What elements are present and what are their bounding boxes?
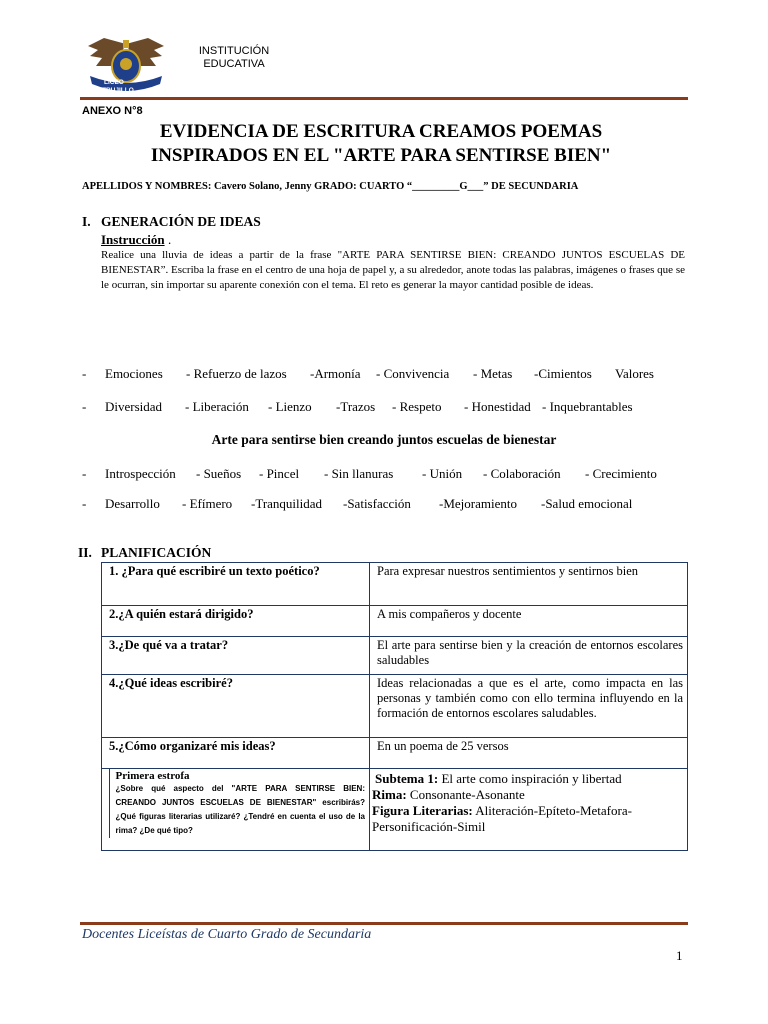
word-item: - xyxy=(82,496,87,511)
word-item: - Sueños xyxy=(196,466,242,481)
section-2-heading: PLANIFICACIÓN xyxy=(101,545,212,560)
page-title xyxy=(82,120,680,168)
institution-name: INSTITUCIÓN EDUCATIVA xyxy=(198,45,270,70)
planning-table xyxy=(101,562,688,851)
word-item: - xyxy=(82,366,87,381)
table-row xyxy=(102,675,688,738)
question-cell: 1. ¿Para qué escribiré un texto poético? xyxy=(102,563,370,606)
word-item: Valores xyxy=(615,366,654,381)
stanza-title: Primera estrofa xyxy=(115,770,190,782)
word-item: -Satisfacción xyxy=(343,496,411,511)
title-line-2: INSPIRADOS EN EL "ARTE PARA SENTIRSE BIEN" xyxy=(150,145,612,166)
word-item: -Tranquilidad xyxy=(251,496,323,511)
word-item: - Pincel xyxy=(259,466,300,481)
table-row xyxy=(102,563,688,606)
word-item: - Unión xyxy=(422,466,463,481)
stanza-question-cell xyxy=(102,769,370,851)
stanza-answer-cell xyxy=(370,769,688,851)
question-cell: 5.¿Cómo organizaré mis ideas? xyxy=(102,738,370,769)
school-logo xyxy=(84,36,168,98)
word-item: -Cimientos xyxy=(534,366,592,381)
stanza-question: ¿Sobre qué aspecto del "ARTE PARA SENTIRSE BIEN: CREANDO JUNTOS ESCUELAS DE BIENESTAR" escribirás? ¿Qué figuras literarias utilizaré? ¿Tendré en cuenta el uso de la rima? ¿De qué tipo? xyxy=(115,784,365,835)
header-rule xyxy=(80,97,688,100)
svg-text:LICEO: LICEO xyxy=(104,79,124,86)
table-row xyxy=(102,606,688,637)
word-item: - Metas xyxy=(473,366,513,381)
word-item: Diversidad xyxy=(105,399,163,414)
word-item: -Trazos xyxy=(336,399,376,414)
word-item: - Inquebrantables xyxy=(542,399,633,414)
answer-cell: El arte para sentirse bien y la creación de entornos escolares saludables xyxy=(370,637,688,675)
question-cell: 4.¿Qué ideas escribiré? xyxy=(102,675,370,738)
word-item: - Convivencia xyxy=(376,366,450,381)
section-2-number: II. xyxy=(78,545,92,560)
anexo-label: ANEXO N°8 xyxy=(82,105,143,117)
table-row xyxy=(102,738,688,769)
question-cell: 3.¿De qué va a tratar? xyxy=(102,637,370,675)
answer-cell: Ideas relacionadas a que es el arte, como impacta en las personas y también como con ello termina influyendo en la formación de entornos escolares saludables. xyxy=(370,675,688,738)
instruction-label: Instrucción xyxy=(101,232,165,247)
section-1-number: I. xyxy=(82,214,91,229)
answer-cell: En un poema de 25 versos xyxy=(370,738,688,769)
answer-cell: Para expresar nuestros sentimientos y sentirnos bien xyxy=(370,563,688,606)
instruction-period: . xyxy=(168,232,172,247)
word-item: - xyxy=(82,466,87,481)
page-number: 1 xyxy=(676,948,683,963)
word-item: - Honestidad xyxy=(464,399,531,414)
section-1-heading: GENERACIÓN DE IDEAS xyxy=(101,214,261,229)
word-item: - Refuerzo de lazos xyxy=(186,366,287,381)
word-item: -Mejoramiento xyxy=(439,496,517,511)
word-item: - Efímero xyxy=(182,496,233,511)
word-item: - xyxy=(82,399,87,414)
answer-cell: A mis compañeros y docente xyxy=(370,606,688,637)
svg-text:TRUJILLO: TRUJILLO xyxy=(102,87,134,94)
title-line-1: EVIDENCIA DE ESCRITURA CREAMOS POEMAS xyxy=(159,121,603,142)
word-item: - Lienzo xyxy=(268,399,312,414)
word-item: Desarrollo xyxy=(105,496,160,511)
figuras-line: Figura Literarias: Aliteración-Epíteto-Metafora-Personificación-Simil xyxy=(372,803,632,834)
footer-text: Docentes Liceístas de Cuarto Grado de Secundaria xyxy=(82,927,372,942)
question-cell: 2.¿A quién estará dirigido? xyxy=(102,606,370,637)
word-item: - Crecimiento xyxy=(585,466,657,481)
word-item: Emociones xyxy=(105,366,163,381)
footer-rule xyxy=(80,922,688,925)
word-item: Introspección xyxy=(105,466,176,481)
word-item: - Colaboración xyxy=(483,466,561,481)
word-item: -Salud emocional xyxy=(541,496,633,511)
word-item: - Liberación xyxy=(185,399,249,414)
student-line: APELLIDOS Y NOMBRES: Cavero Solano, Jenny GRADO: CUARTO “_________G___” DE SECUNDARIA xyxy=(82,181,579,192)
word-item: - Sin llanuras xyxy=(324,466,394,481)
rima-line: Rima: Consonante-Asonante xyxy=(372,787,525,802)
word-item: - Respeto xyxy=(392,399,442,414)
center-phrase: Arte para sentirse bien creando juntos escuelas de bienestar xyxy=(211,432,557,447)
subtema-line: Subtema 1: El arte como inspiración y libertad xyxy=(375,771,622,786)
word-item: -Armonía xyxy=(310,366,361,381)
table-row xyxy=(102,637,688,675)
table-row xyxy=(102,769,688,851)
instruction-text: Realice una lluvia de ideas a partir de la frase "ARTE PARA SENTIRSE BIEN: CREANDO JUNTOS ESCUELAS DE BIENESTAR”. Escriba la frase en el centro de una hoja de papel y, a su alrededor, anote todas las palabras, imágenes o frases que se le ocurran, sin importar su aparente conexión con el tema. El reto es generar la mayor cantidad posible de ideas. xyxy=(101,249,685,291)
